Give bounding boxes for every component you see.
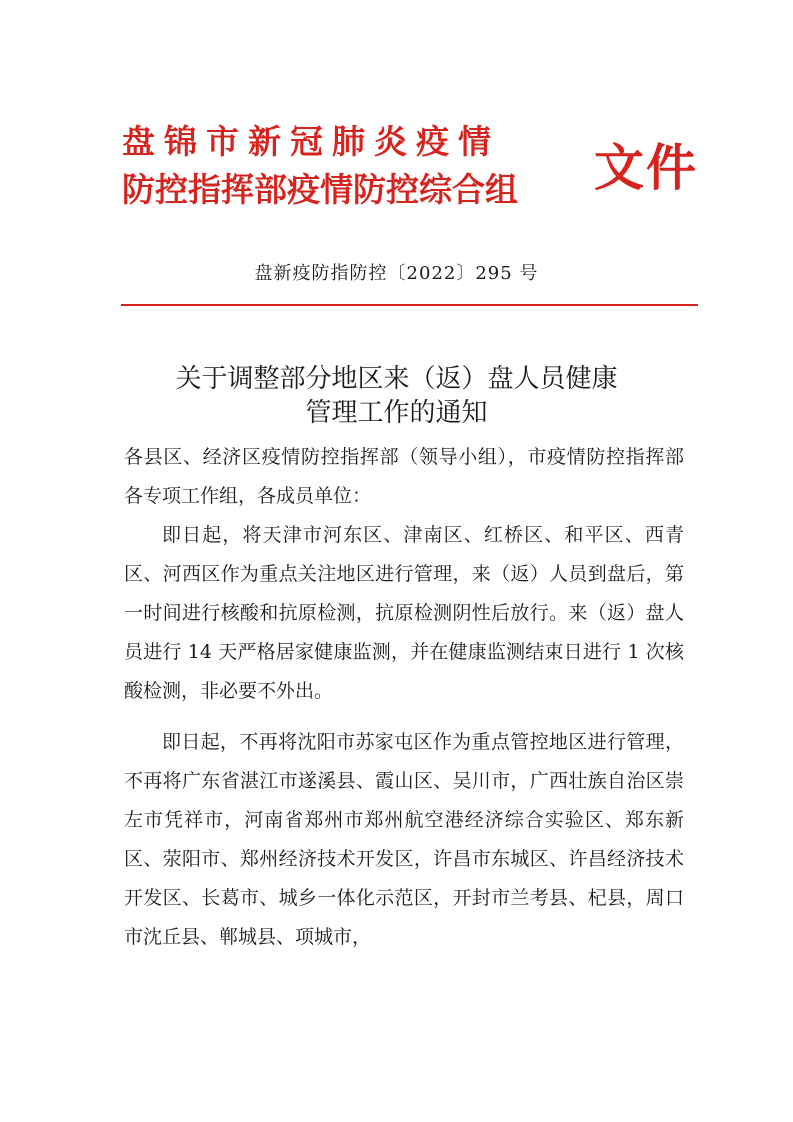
document-type-label: 文件 [594, 139, 698, 197]
body-paragraph-2: 即日起，不再将沈阳市苏家屯区作为重点管控地区进行管理，不再将广东省湛江市遂溪县、霞山区、吴川市，广西壮族自治区崇左市凭祥市，河南省郑州市郑州航空港经济综合实验区、郑东新区、荥阳市、郑州经济技术开发区，许昌市东城区、许昌经济技术开发区、长葛市、城乡一体化示范区，开封市兰考县、杞县，周口市沈丘县、郸城县、项城市， [124, 731, 684, 948]
salutation: 各县区、经济区疫情防控指挥部（领导小组），市疫情防控指挥部各专项工作组，各成员单位： [124, 446, 684, 507]
notice-title-line-1: 关于调整部分地区来（返）盘人员健康 [175, 364, 618, 394]
header-divider [121, 304, 698, 306]
body-paragraph-1: 即日起，将天津市河东区、津南区、红桥区、和平区、西青区、河西区作为重点关注地区进行管理，来（返）人员到盘后，第一时间进行核酸和抗原检测，抗原检测阴性后放行。来（返）盘人员进行 14 天严格居家健康监测，并在健康监测结束日进行 1 次核酸检测，非必要不外出。 [124, 524, 684, 702]
notice-title-line-2: 管理工作的通知 [305, 398, 488, 428]
issuer-name-line-1: 盘锦市新冠肺炎疫情 [122, 122, 500, 161]
notice-body [124, 438, 684, 957]
document-header [122, 116, 698, 216]
document-number: 盘新疫防指防控〔2022〕295 号 [254, 263, 539, 284]
issuer-name-line-2: 防控指挥部疫情防控综合组 [122, 170, 518, 209]
